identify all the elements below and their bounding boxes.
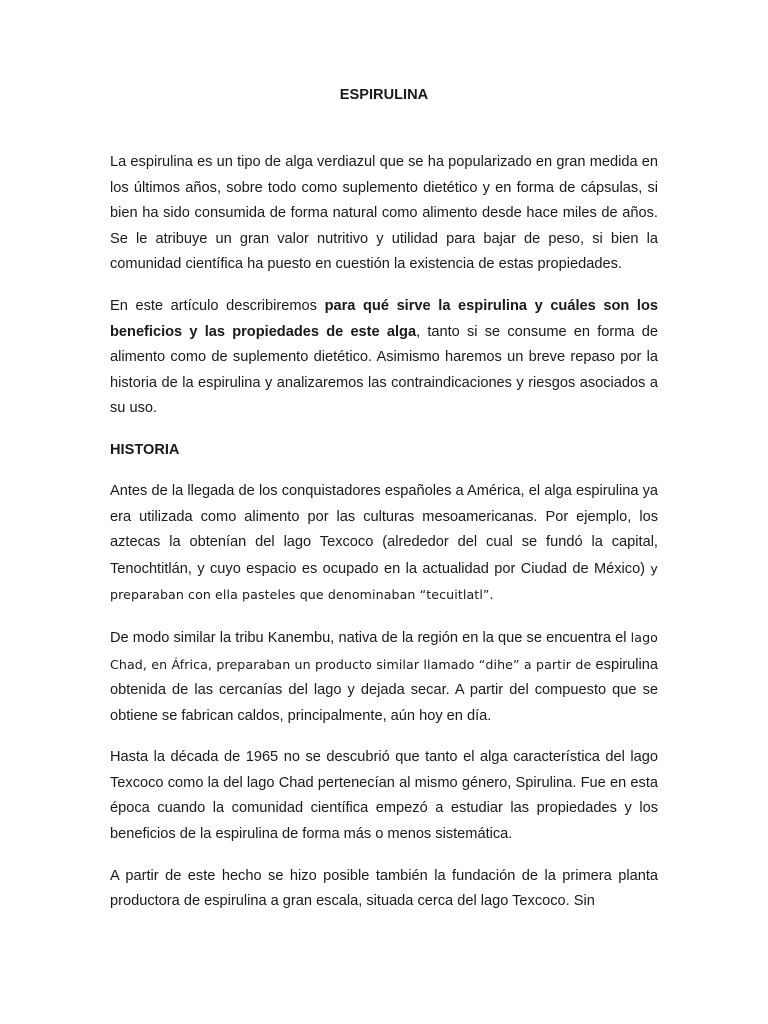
scope-text-before: En este artículo describiremos	[110, 297, 325, 314]
paragraph-intro: La espirulina es un tipo de alga verdiazul que se ha popularizado en gran medida en los últimos años, sobre todo como suplemento dietético y en forma de cápsulas, si bien ha sido consumida de forma natural como alimento desde hace miles de años. Se le atribuye un gran valor nutritivo y utilidad para bajar de peso, si bien la comunidad científica ha puesto en cuestión la existencia de estas propiedades.	[110, 154, 658, 273]
paragraph-history-aztecs	[110, 479, 658, 609]
history-kanembu-mid: lago Chad, en África, preparaban un producto similar llamado “dihe” a partir de	[110, 629, 658, 672]
scope-text-after: , tanto si se consume en forma de alimento como de suplemento dietético. Asimismo haremos un breve repaso por la historia de la espirulina y analizaremos las contraindicaciones y riesgos asociados a su uso.	[110, 323, 658, 417]
history-aztecs-main: Antes de la llegada de los conquistadores españoles a América, el alga espirulina ya era utilizada como alimento por las culturas mesoamericanas. Por ejemplo, los aztecas la obtenían del lago Texcoco (alrededor del cual se fundó la capital, Tenochtitlán, y cuyo espacio es ocupado en la actualidad por Ciudad de México)	[110, 482, 658, 577]
history-aztecs-tail: y preparaban con ella pasteles que denominaban “tecuitlatl”.	[110, 560, 658, 603]
history-kanembu-end: espirulina obtenida de las cercanías del lago y dejada secar. A partir del compuesto que se obtiene se fabrican caldos, principalmente, aún hoy en día.	[110, 656, 659, 724]
history-kanembu-start: De modo similar la tribu Kanembu, nativa de la región en la que se encuentra el	[110, 629, 627, 646]
scope-text-bold: para qué sirve la espirulina y cuáles son los beneficios y las propiedades de este alga	[110, 297, 659, 340]
paragraph-history-discovery: Hasta la década de 1965 no se descubrió que tanto el alga característica del lago Texcoco como la del lago Chad pertenecían al mismo género, Spirulina. Fue en esta época cuando la comunidad científica empezó a estudiar las propiedades y los beneficios de la espirulina de forma más o menos sistemática.	[110, 749, 658, 843]
section-heading-historia: HISTORIA	[110, 441, 180, 458]
paragraph-history-plant: A partir de este hecho se hizo posible también la fundación de la primera planta productora de espirulina a gran escala, situada cerca del lago Texcoco. Sin	[110, 867, 658, 910]
document-title: ESPIRULINA	[339, 87, 429, 103]
paragraph-history-kanembu	[110, 625, 658, 729]
paragraph-article-scope	[110, 294, 658, 422]
